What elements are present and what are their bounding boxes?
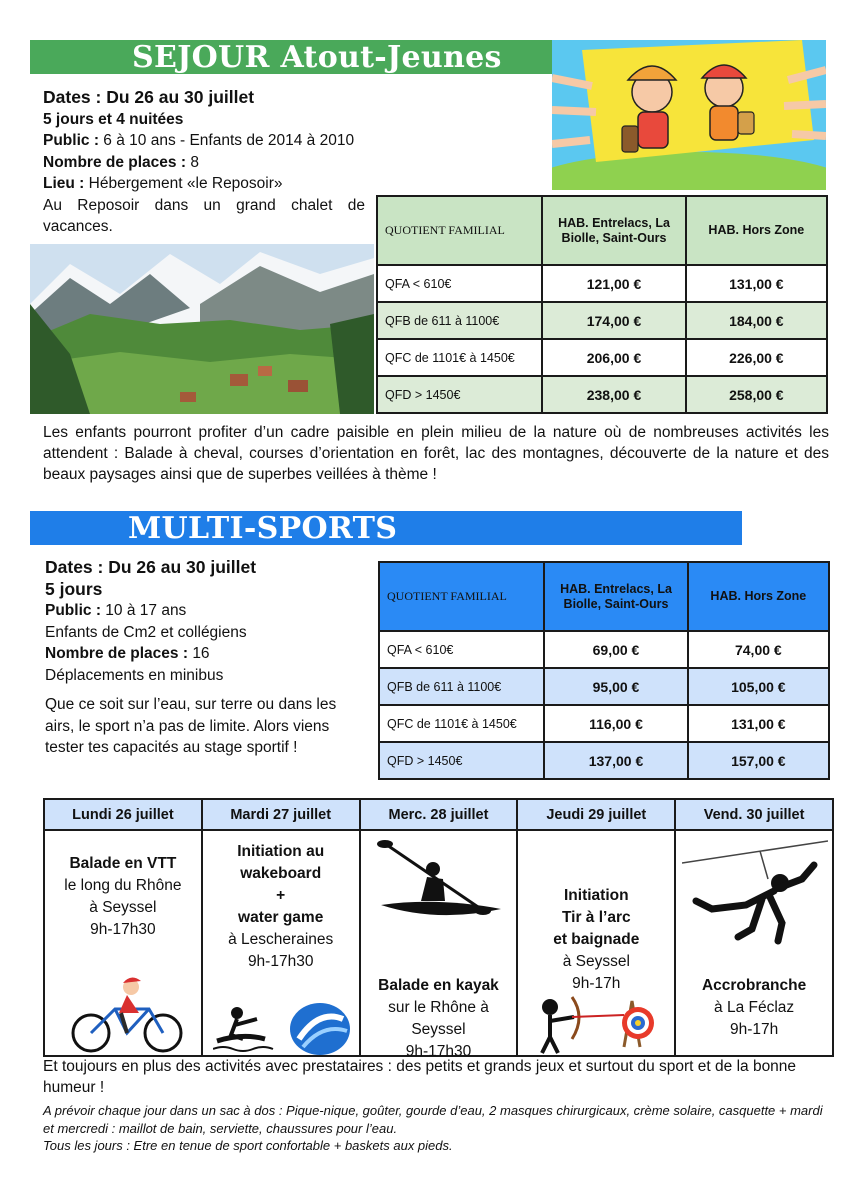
sejour-price-table [376,195,828,414]
ms-duration: 5 jours [45,578,103,599]
table-row: QFC de 1101€ à 1450€ 116,00 € 131,00 € [379,705,829,742]
ms-col-quotient: QUOTIENT FAMILIAL [379,562,544,631]
sejour-lieu-desc: Au Reposoir dans un grand chalet de vacances. [43,196,365,235]
footer-notes [43,1102,835,1155]
sejour-lieu-label: Lieu : [43,175,85,192]
table-row: QFA < 610€ 121,00 € 131,00 € [377,265,827,302]
ms-transport: Déplacements en minibus [45,666,224,684]
archery-icon [528,991,668,1055]
sejour-lieu-value: Hébergement «le Reposoir» [88,175,283,192]
children-hiking-illustration [552,40,826,190]
footer-note-outfit: Tous les jours : Etre en tenue de sport confortable + baskets aux pieds. [43,1138,453,1153]
activity-kayak: Balade en kayak sur le Rhône à Seyssel 9h-17h30 [360,830,518,1056]
footer-text: Et toujours en plus des activités avec prestataires : des petits et grands jeux et surtout du sport et de la bonne humeur ! [43,1058,797,1096]
weekly-schedule [43,798,834,1060]
ms-places-label: Nombre de places : [45,645,188,662]
sejour-col-hab-zone: HAB. Entrelacs, La Biolle, Saint-Ours [542,196,685,265]
sejour-col-hors-zone: HAB. Hors Zone [686,196,827,265]
sejour-col-quotient: QUOTIENT FAMILIAL [377,196,542,265]
multisports-title: MULTI-SPORTS [128,510,398,546]
sejour-duration: 5 jours et 4 nuitées [43,110,184,128]
sejour-description: Les enfants pourront profiter d’un cadre paisible en plein milieu de la nature où de nombreuses activités les attendent : Balade à cheval, courses d’orientation en forêt, lac des montagnes, découverte de la nature et des beaux paysages ainsi que de superbes veillées à thème ! [43,424,829,483]
wakeboard-icon [213,1005,283,1055]
sejour-places-label: Nombre de places : [43,153,186,171]
sejour-info [43,87,383,238]
ms-col-hab-zone: HAB. Entrelacs, La Biolle, Saint-Ours [544,562,687,631]
sejour-public-value: 6 à 10 ans - Enfants de 2014 à 2010 [103,132,355,149]
activity-archery: Initiation Tir à l’arc et baignade à Seyssel 9h-17h [517,830,675,1056]
day-tuesday: Mardi 27 juillet [202,799,360,830]
day-thursday: Jeudi 29 juillet [517,799,675,830]
ms-public-label: Public : [45,602,101,619]
ms-places-value: 16 [192,645,210,662]
activity-wakeboard: Initiation au wakeboard + water game à Lescheraines 9h-17h30 [202,830,360,1056]
multisports-info [45,557,375,759]
ms-dates-value: Du 26 au 30 juillet [108,557,257,577]
table-row: QFA < 610€ 69,00 € 74,00 € [379,631,829,668]
ms-dates-label: Dates : [45,557,104,577]
table-row: QFD > 1450€ 238,00 € 258,00 € [377,376,827,413]
ms-public-value: 10 à 17 ans [105,602,187,619]
day-monday: Lundi 26 juillet [44,799,202,830]
table-row: QFB de 611 à 1100€ 174,00 € 184,00 € [377,302,827,339]
activity-vtt: Balade en VTT le long du Rhône à Seyssel 9h-17h30 [44,830,202,1056]
ms-col-hors-zone: HAB. Hors Zone [688,562,829,631]
sejour-dates-label: Dates : [43,87,102,107]
activity-accrobranche: Accrobranche à La Féclaz 9h-17h [675,830,833,1056]
sejour-public-label: Public : [43,132,99,149]
mountain-valley-photo [30,244,374,414]
multisports-price-table [378,561,830,780]
ms-pitch: Que ce soit sur l’eau, sur terre ou dans les airs, le sport n’a pas de limite. Alors viens tester tes capacités au stage sportif ! [45,696,337,756]
zipline-icon [682,839,828,947]
water-slide-icon [289,999,351,1055]
day-friday: Vend. 30 juillet [675,799,833,830]
kayak-icon [377,839,503,927]
day-wednesday: Merc. 28 juillet [360,799,518,830]
footer-note-bag: A prévoir chaque jour dans un sac à dos : Pique-nique, goûter, gourde d’eau, 2 masques chirurgicaux, crème solaire, casquette + mardi et mercredi : maillot de bain, serviette, chaussures pour l’eau. [43,1103,823,1136]
multisports-banner [30,511,742,545]
cyclist-icon [69,973,185,1053]
sejour-title: SEJOUR Atout-Jeunes [132,39,502,75]
table-row: QFC de 1101€ à 1450€ 206,00 € 226,00 € [377,339,827,376]
table-row: QFB de 611 à 1100€ 95,00 € 105,00 € [379,668,829,705]
ms-public-desc: Enfants de Cm2 et collégiens [45,623,247,641]
sejour-dates-value: Du 26 au 30 juillet [106,87,255,107]
sejour-places-value: 8 [190,153,199,171]
table-row: QFD > 1450€ 137,00 € 157,00 € [379,742,829,779]
sejour-banner [30,40,552,74]
